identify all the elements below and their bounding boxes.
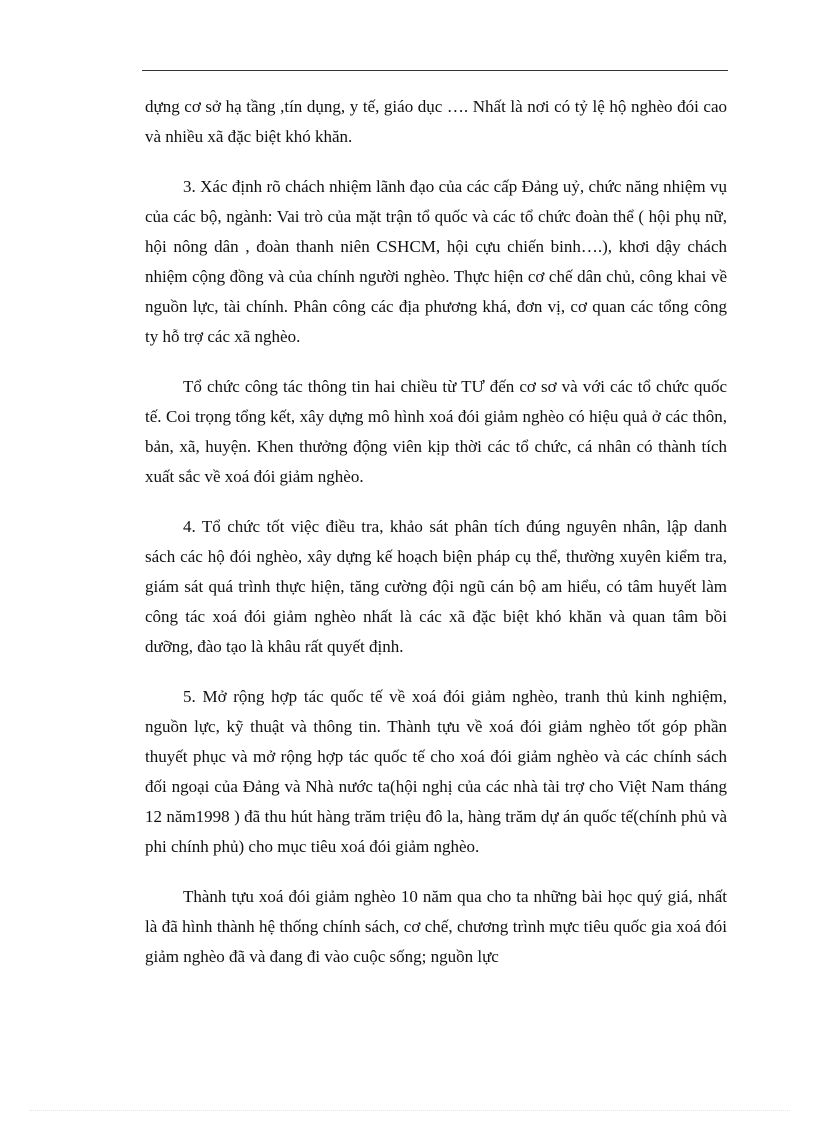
- paragraph-continuation: dựng cơ sở hạ tầng ,tín dụng, y tế, giáo dục …. Nhất là nơi có tỷ lệ hộ nghèo đói cao và nhiều xã đặc biệt khó khăn.: [145, 97, 727, 146]
- paragraph-item-4: 4. Tổ chức tốt việc điều tra, khảo sát phân tích đúng nguyên nhân, lập danh sách các hộ đói nghèo, xây dựng kế hoạch biện pháp cụ thể, thường xuyên kiểm tra, giám sát quá trình thực hiện, tăng cường đội ngũ cán bộ am hiểu, có tâm huyết làm công tác xoá đói giảm nghèo nhất là các xã đặc biệt khó khăn và quan tâm bồi dưỡng, đào tạo là khâu rất quyết định.: [145, 517, 727, 656]
- paragraph-item-3: 3. Xác định rõ chách nhiệm lãnh đạo của các cấp Đảng uỷ, chức năng nhiệm vụ của các bộ, ngành: Vai trò của mặt trận tổ quốc và các tổ chức đoàn thể ( hội phụ nữ, hội nông dân , đoàn thanh niên CSHCM, hội cựu chiến binh….), khơi dậy chách nhiệm cộng đồng và của chính người nghèo. Thực hiện cơ chế dân chủ, công khai về nguồn lực, tài chính. Phân công các địa phương khá, đơn vị, cơ quan các tổng công ty hỗ trợ các xã nghèo.: [145, 177, 727, 346]
- paragraph-item-5: 5. Mở rộng hợp tác quốc tế về xoá đói giảm nghèo, tranh thủ kinh nghiệm, nguồn lực, kỹ thuật và thông tin. Thành tựu về xoá đói giảm nghèo tốt góp phần thuyết phục và mở rộng hợp tác quốc tế cho xoá đói giảm nghèo và các chính sách đối ngoại của Đảng và Nhà nước ta(hội nghị của các nhà tài trợ cho Việt Nam tháng 12 năm1998 ) đã thu hút hàng trăm triệu đô la, hàng trăm dự án quốc tế(chính phủ và phi chính phủ) cho mục tiêu xoá đói giảm nghèo.: [145, 687, 727, 856]
- header-rule: [142, 70, 728, 71]
- paragraph-achievements: Thành tựu xoá đói giảm nghèo 10 năm qua cho ta những bài học quý giá, nhất là đã hình thành hệ thống chính sách, cơ chế, chương trình mực tiêu quốc gia xoá đói giảm nghèo đã và đang đi vào cuộc sống; nguồn lực: [145, 887, 727, 966]
- paragraph-information: Tổ chức công tác thông tin hai chiều từ TƯ đến cơ sơ và với các tổ chức quốc tế. Coi trọng tổng kết, xây dựng mô hình xoá đói giảm nghèo có hiệu quả ở các thôn, bản, xã, huyện. Khen thưởng động viên kịp thời các tổ chức, cá nhân có thành tích xuất sắc về xoá đói giảm nghèo.: [145, 377, 727, 486]
- footer-dotted-rule: [30, 1110, 790, 1111]
- document-body: [145, 92, 727, 992]
